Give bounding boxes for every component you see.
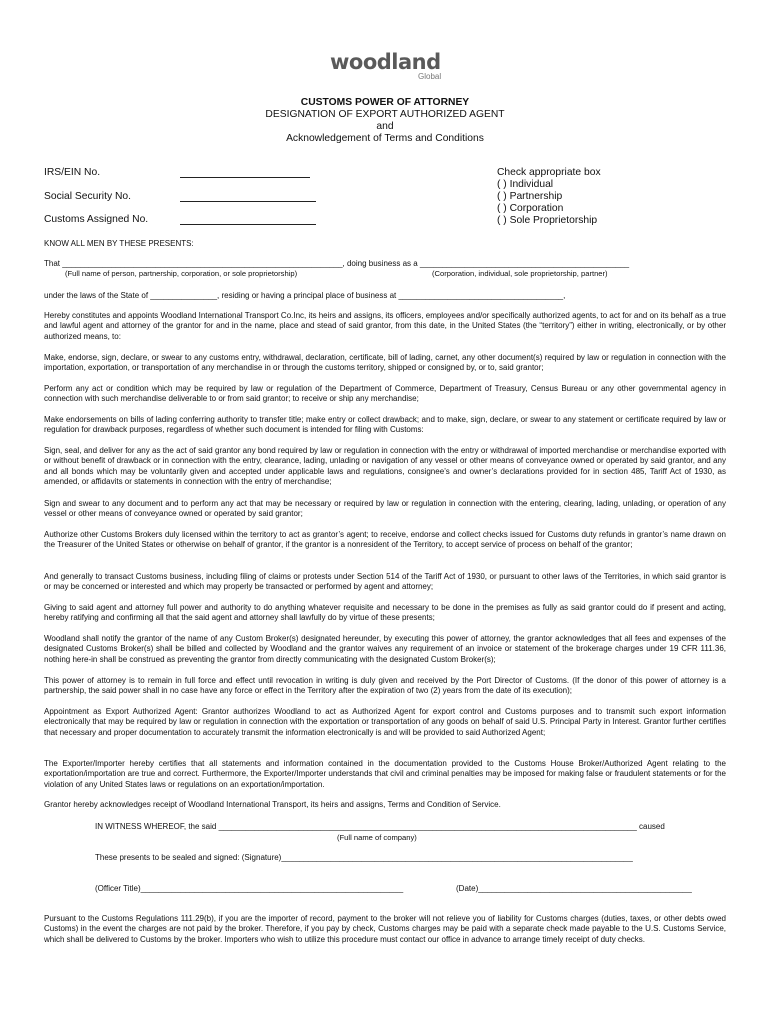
customs-regulation-note: Pursuant to the Customs Regulations 111.29(b), if you are the importer of record, payment to the broker will not relieve you of liability for Customs charges (duties, taxes, or other debts owed Customs) in the event the charges are not paid by the broker. Therefore, if you pay by check, Customs charges may be paid with a separate check made payable to the U.S. Customs Service, which shall be delivered to Customs by the broker. Importers who wish to utilize this procedure must contact our office in advance to arrange timely receipt of duty checks. <box>44 914 726 944</box>
that-caption-name: (Full name of person, partnership, corporation, or sole proprietorship) <box>65 269 298 278</box>
witness-line[interactable]: IN WITNESS WHEREOF, the said ______________________________________________________________________________________________ caused <box>95 822 665 831</box>
form-subtitle: DESIGNATION OF EXPORT AUTHORIZED AGENT <box>265 109 505 120</box>
option-individual[interactable]: ( ) Individual <box>497 179 554 190</box>
paragraph-make-endorse: Make, endorse, sign, declare, or swear to any customs entry, withdrawal, declaration, certificate, bill of lading, carnet, any other document(s) required by law or regulation in connection with the importation, exportation, or transportation of any merchandise in or through the customs territory, shipped or consigned by, or to, said grantor; <box>44 353 726 373</box>
paragraph-appoint: Hereby constitutes and appoints Woodland International Transport Co.Inc, its heirs and assigns, its officers, employees and/or specifically authorized agents, to act for and on its behalf as a true and lawful agent and attorney of the grantor for and in the name, place and stead of said grantor, from this date, in the United States (the “territory”) either in writing, electronically, or by other authorized means, to: <box>44 311 726 341</box>
date-line[interactable]: (Date)________________________________________________ <box>456 884 692 893</box>
woodland-logo <box>330 50 440 86</box>
paragraph-export-agent: Appointment as Export Authorized Agent: Grantor authorizes Woodland to act as Authorized Agent for export control and Customs purposes and to transmit such export information electronically that may be required by law or regulation in connection with the exportation or transportation of any goods on behalf of said U.S. Principal Party in Interest. Grantor further certifies that necessary and proper documentation to accurately transmit the information electronically is and will be provided to said Authorized Agent; <box>44 707 726 737</box>
customs-no-field[interactable] <box>180 224 316 225</box>
paragraph-notify: Woodland shall notify the grantor of the name of any Custom Broker(s) designated hereunder, by executing this power of attorney, the grantor acknowledges that all fees and expenses of the designated Customs Broker(s) shall be billed and collected by Woodland and the grantor waives any requirement of an invoice or statement of the brokerage charges under 19 CFR 111.36, nothing here-in shall be construed as preventing the grantor from directly communicating with the designated Custom Broker(s); <box>44 634 726 664</box>
that-line[interactable]: That _______________________________________________________________, doing business as a _______________________________________________ <box>44 259 630 268</box>
option-partnership[interactable]: ( ) Partnership <box>497 191 563 202</box>
paragraph-endorsements: Make endorsements on bills of lading conferring authority to transfer title; make entry or collect drawback; and to make, sign, declare, or swear to any statement or certificate required by law or regulation for drawback purposes, regardless of whether such document is intended for filing with Customs: <box>44 415 726 435</box>
form-subtitle-terms: Acknowledgement of Terms and Conditions <box>286 133 484 144</box>
check-box-title: Check appropriate box <box>497 167 601 178</box>
witness-caption: (Full name of company) <box>337 833 417 842</box>
ssn-label: Social Security No. <box>44 191 131 202</box>
ssn-field[interactable] <box>180 201 316 202</box>
paragraph-authorize: Authorize other Customs Brokers duly licensed within the territory to act as grantor’s agent; to receive, endorse and collect checks issued for Customs duty refunds in grantor’s name drawn on the Treasurer of the United States or otherwise on behalf of grantor, if the grantor is a nonresident of the Territory, to accept service of process on behalf of the grantor; <box>44 530 726 550</box>
laws-line[interactable]: under the laws of the State of _______________, residing or having a principal place of business at _____________________________________, <box>44 291 566 300</box>
irs-ein-label: IRS/EIN No. <box>44 167 101 178</box>
officer-title-line[interactable]: (Officer Title)___________________________________________________________ <box>95 884 404 893</box>
paragraph-revocation: This power of attorney is to remain in full force and effect until revocation in writing is duly given and received by the Port Director of Customs. (If the donor of this power of attorney is a partnership, the said power shall in no case have any force or effect in the Territory after the expiration of two (2) years from the date of its execution); <box>44 676 726 696</box>
form-title: CUSTOMS POWER OF ATTORNEY <box>300 97 470 108</box>
paragraph-sign-seal: Sign, seal, and deliver for any as the act of said grantor any bond required by law or regulation in connection with the entry or withdrawal of imported merchandise or merchandise exported with or without benefit of drawback or in connection with the entry, clearance, lading, unlading or navigation of any vessel or other means of conveyance owned or operated by said grantor, and any and all bonds which may be voluntarily given and accepted under applicable laws and regulations, consignee’s and owner’s declarations provided for in section 485, Tariff Act of 1930, as amended, or affidavits or statements in connection with the entry of merchandise; <box>44 446 726 487</box>
that-caption-type: (Corporation, individual, sole proprietorship, partner) <box>432 269 608 278</box>
paragraph-certifies: The Exporter/Importer hereby certifies that all statements and information contained in the documentation provided to the Customs House Broker/Authorized Agent relating to the exportation/importation are true and correct. Furthermore, the Exporter/Importer understands that civil and criminal penalties may be imposed for making false or fraudulent statements or for the violation of any United States laws or regulations on an exportation/importation. <box>44 759 726 789</box>
paragraph-sign-swear: Sign and swear to any document and to perform any act that may be necessary or required by law or regulation in connection with the entering, clearing, lading, unlading, or operation of any vessel or other means of conveyance owned or operated by said grantor; <box>44 499 726 519</box>
paragraph-receipt: Grantor hereby acknowledges receipt of Woodland International Transport, its heirs and assigns, Terms and Condition of Service. <box>44 800 501 809</box>
option-sole-proprietorship[interactable]: ( ) Sole Proprietorship <box>497 215 598 226</box>
form-subtitle-and: and <box>376 121 394 132</box>
signature-line[interactable]: These presents to be sealed and signed: (Signature)_______________________________________________________________________________ <box>95 853 633 862</box>
paragraph-perform: Perform any act or condition which may be required by law or regulation of the Department of Commerce, Department of Treasury, Census Bureau or any other governmental agency in connection with such merchandise deliverable to or from said grantor; to receive or ship any merchandise; <box>44 384 726 404</box>
irs-ein-field[interactable] <box>180 177 310 178</box>
logo-wordmark: woodland <box>330 50 441 74</box>
logo-subtitle: Global <box>418 72 442 81</box>
know-all-men: KNOW ALL MEN BY THESE PRESENTS: <box>44 239 194 248</box>
customs-no-label: Customs Assigned No. <box>44 214 149 225</box>
paragraph-transact: And generally to transact Customs business, including filing of claims or protests under Section 514 of the Tariff Act of 1930, or pursuant to other laws of the Territories, in which said grantor is or may be concerned or interested and which may properly be transacted or performed by agent and attorney; <box>44 572 726 592</box>
option-corporation[interactable]: ( ) Corporation <box>497 203 564 214</box>
paragraph-giving: Giving to said agent and attorney full power and authority to do anything whatever requisite and necessary to be done in the premises as fully as said grantor could do if present and acting, hereby ratifying and confirming all that the said agent and attorney shall lawfully do by virtue of these presents; <box>44 603 726 623</box>
